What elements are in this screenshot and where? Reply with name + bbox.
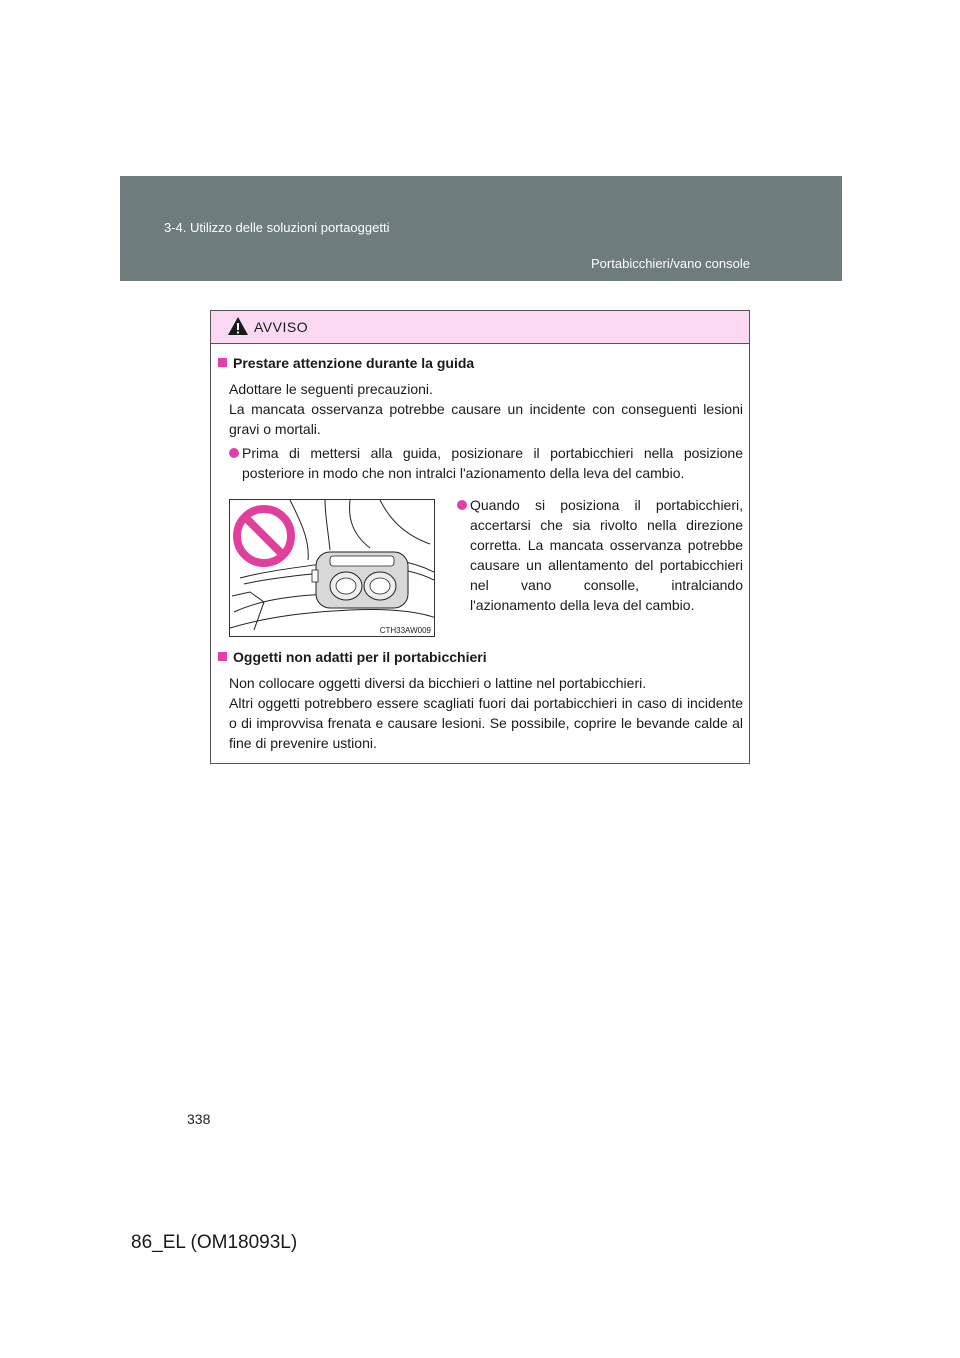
footer-code: 86_EL (OM18093L) [131, 1232, 298, 1253]
square-bullet-icon [218, 652, 227, 661]
topic-heading: Prestare attenzione durante la guida [218, 355, 474, 371]
warning-triangle-icon [227, 316, 249, 336]
intro-paragraph: Non collocare oggetti diversi da bicchieri o lattine nel portabicchieri. [229, 675, 647, 691]
cup-holder-drawing [230, 500, 435, 637]
bullet-dot-icon [229, 448, 239, 458]
bullet-item: Quando si posiziona il portabicchieri, accertarsi che sia rivolto nella direzione corretta. La mancata osservanza potrebbe causare un allentamento del portabicchieri nel vano consolle, intralciando l'azionamento della leva del cambio. [457, 495, 743, 615]
intro-paragraph: Adottare le seguenti precauzioni. [229, 381, 433, 397]
square-bullet-icon [218, 358, 227, 367]
warning-box [210, 310, 750, 764]
bullet-dot-icon [457, 500, 467, 510]
illustration-code: CTH33AW009 [379, 626, 431, 635]
prohibition-icon [237, 509, 291, 563]
header-band [120, 176, 842, 281]
subsection-label: Portabicchieri/vano console [591, 256, 750, 271]
cup-holder-illustration [229, 499, 435, 637]
bullet-item: Prima di mettersi alla guida, posizionare il portabicchieri nella posizione posteriore in modo che non intralci l'azionamento della leva del cambio. [229, 443, 743, 483]
section-label: 3-4. Utilizzo delle soluzioni portaoggetti [164, 220, 390, 235]
warning-title: AVVISO [254, 319, 309, 335]
page-number: 338 [187, 1111, 211, 1127]
intro-paragraph: La mancata osservanza potrebbe causare un incidente con conseguenti lesioni gravi o mortali. [229, 401, 743, 437]
intro-paragraph: Altri oggetti potrebbero essere scagliati fuori dai portabicchieri in caso di incidente o di improvvisa frenata e causare lesioni. Se possibile, coprire le bevande calde al fine di prevenire ustioni. [229, 695, 743, 751]
topic-heading: Oggetti non adatti per il portabicchieri [218, 649, 487, 665]
warning-header [211, 311, 749, 344]
